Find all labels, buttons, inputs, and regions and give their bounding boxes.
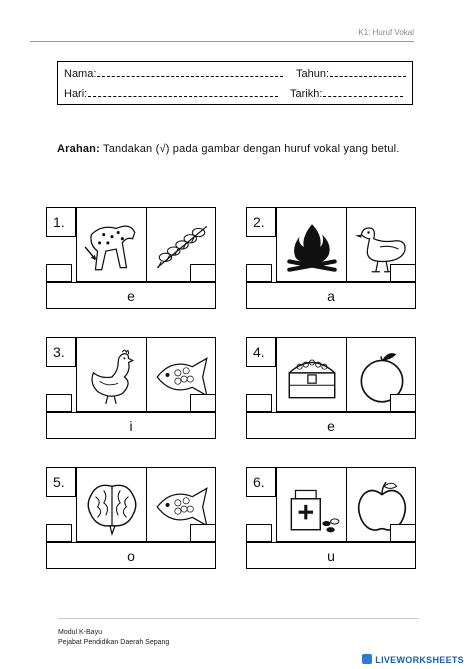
tick-box-left[interactable] [46,264,72,282]
nama-label: Nama: [64,68,97,80]
question-5 [46,467,216,577]
instruction-label: Arahan: [57,143,100,155]
chicken-icon [81,346,143,408]
hari-field[interactable] [64,84,278,104]
vowel-label: e [46,282,216,309]
vowel-label: a [246,282,416,309]
brand-text: LIVEWORKSHEETS [375,655,464,665]
footer-module: Modul K-Bayu [58,629,102,636]
leopard-icon [81,216,143,278]
instruction-text: Tandakan (√) pada gambar dengan huruf vokal yang betul. [99,143,400,155]
question-3 [46,337,216,447]
question-number: 2. [246,207,276,237]
vowel-label: o [46,542,216,569]
tick-box-left[interactable] [46,394,72,412]
liveworksheets-brand[interactable] [362,654,464,665]
tick-box-right[interactable] [190,264,216,282]
liveworksheets-logo-icon [362,654,372,664]
info-row-2 [64,84,406,104]
medicine-icon [281,476,343,538]
picture-divider [146,338,147,411]
footer [58,628,169,648]
tick-box-right[interactable] [390,394,416,412]
instruction [57,135,402,163]
nama-field[interactable] [64,64,283,84]
question-6 [246,467,416,577]
vowel-label: u [246,542,416,569]
tahun-field[interactable] [296,64,406,84]
tahun-blank[interactable] [330,67,406,77]
tahun-label: Tahun: [296,68,330,80]
treasure-chest-icon [281,346,343,408]
tick-box-right[interactable] [390,524,416,542]
hari-label: Hari: [64,88,88,100]
tick-box-right[interactable] [390,264,416,282]
question-number: 4. [246,337,276,367]
picture-divider [146,208,147,281]
picture-divider [346,338,347,411]
header-divider [30,41,414,42]
tick-box-left[interactable] [246,524,272,542]
student-info-box [57,61,413,105]
tick-box-left[interactable] [46,524,72,542]
tick-box-right[interactable] [190,394,216,412]
hari-blank[interactable] [88,87,278,97]
tarikh-blank[interactable] [323,87,403,97]
tarikh-field[interactable] [290,84,403,104]
question-number: 6. [246,467,276,497]
question-number: 3. [46,337,76,367]
picture-divider [346,208,347,281]
campfire-icon [281,216,343,278]
question-number: 5. [46,467,76,497]
question-4 [246,337,416,447]
question-number: 1. [46,207,76,237]
question-2 [246,207,416,317]
worksheet-title: K1: Huruf Vokal [358,28,414,37]
nama-blank[interactable] [97,67,283,77]
vowel-label: i [46,412,216,439]
brain-icon [81,476,143,538]
footer-office: Pejabat Pendidikan Daerah Sepang [58,639,170,646]
info-row-1 [64,64,406,84]
vowel-label: e [246,412,416,439]
tick-box-left[interactable] [246,264,272,282]
tarikh-label: Tarikh: [290,88,323,100]
tick-box-right[interactable] [190,524,216,542]
question-1 [46,207,216,317]
picture-divider [346,468,347,541]
footer-divider [58,618,419,619]
tick-box-left[interactable] [246,394,272,412]
picture-divider [146,468,147,541]
